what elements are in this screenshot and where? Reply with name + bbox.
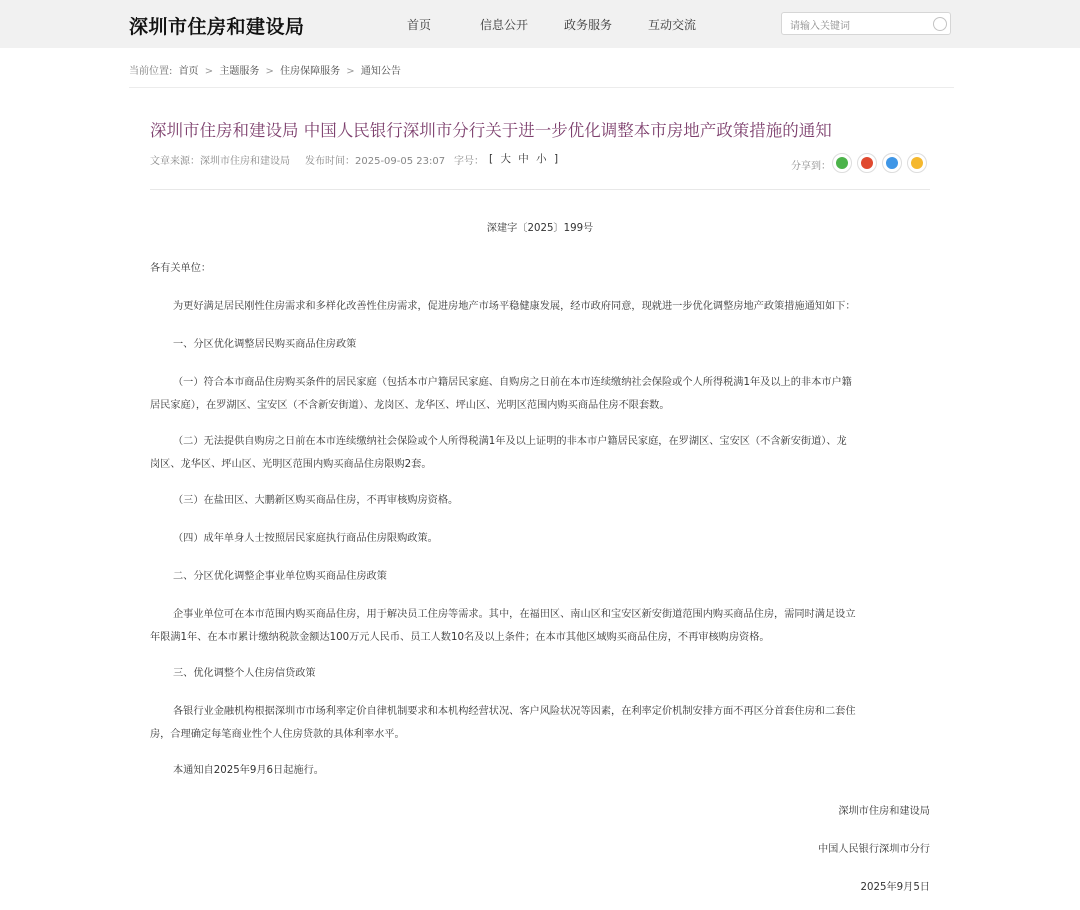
- breadcrumb-separator: >: [204, 66, 214, 77]
- divider: [150, 189, 930, 190]
- section-1-heading: 一、分区优化调整居民购买商品住房政策: [173, 339, 357, 350]
- intro-paragraph: 为更好满足居民刚性住房需求和多样化改善性住房需求，促进房地产市场平稳健康发展，经市政府同意，现就进一步优化调整房地产政策措施通知如下：: [173, 301, 856, 312]
- font-size-small[interactable]: 小: [536, 153, 549, 165]
- breadcrumb-separator: >: [346, 66, 355, 77]
- section-1-paragraph-2-line-1: （二）无法提供自购房之日前在本市连续缴纳社会保险或个人所得税满1年及以上证明的非本市户籍居民家庭，在罗湖区、宝安区（不含新安街道）、龙: [173, 436, 847, 447]
- font-size-label: 字号：: [454, 156, 484, 167]
- nav-home[interactable]: 首页: [407, 18, 432, 32]
- wechat-icon[interactable]: [832, 153, 852, 173]
- section-1-paragraph-2-line-2: 岗区、龙华区、坪山区、光明区范围内购买商品住房限购2套。: [150, 459, 432, 470]
- article-publish-time: 发布时间：2025-09-05 23:07: [305, 156, 446, 167]
- breadcrumb-notices[interactable]: 通知公告: [360, 66, 401, 77]
- nav-government-services[interactable]: 政务服务: [564, 18, 613, 32]
- document-number: 深建字〔2025〕199号: [486, 223, 594, 234]
- section-1-paragraph-4: （四）成年单身人士按照居民家庭执行商品住房限购政策。: [173, 533, 438, 544]
- section-3-line-2: 房，合理确定每笔商业性个人住房贷款的具体利率水平。: [150, 729, 405, 740]
- section-2-heading: 二、分区优化调整企事业单位购买商品住房政策: [173, 571, 387, 582]
- font-size-controls: [489, 151, 560, 166]
- breadcrumb: [129, 62, 404, 77]
- article-title: 深圳市住房和建设局 中国人民银行深圳市分行关于进一步优化调整本市房地产政策措施的通知: [150, 121, 832, 140]
- section-3-heading: 三、优化调整个人住房信贷政策: [173, 668, 316, 679]
- font-size-bracket-open: [: [489, 153, 496, 165]
- breadcrumb-prefix: 当前位置:: [129, 66, 173, 77]
- qzone-icon[interactable]: [907, 153, 927, 173]
- breadcrumb-housing-security[interactable]: 住房保障服务: [280, 66, 341, 77]
- breadcrumb-separator: >: [265, 66, 274, 77]
- search-icon[interactable]: [933, 17, 947, 31]
- breadcrumb-home[interactable]: 首页: [178, 66, 199, 77]
- signer-housing-bureau: 深圳市住房和建设局: [838, 806, 930, 817]
- section-1-paragraph-3: （三）在盐田区、大鹏新区购买商品住房，不再审核购房资格。: [173, 495, 459, 506]
- section-1-paragraph-1-line-2: 居民家庭），在罗湖区、宝安区（不含新安街道）、龙岗区、龙华区、坪山区、光明区范围内购买商品住房不限套数。: [150, 400, 670, 411]
- font-size-bracket-close: ]: [553, 153, 561, 165]
- top-header: [0, 0, 1080, 48]
- font-size-medium[interactable]: 中: [518, 153, 531, 165]
- signer-pboc-shenzhen: 中国人民银行深圳市分行: [817, 844, 930, 855]
- weibo-icon[interactable]: [857, 153, 877, 173]
- divider: [129, 87, 954, 88]
- section-2-line-2: 年限满1年、在本市累计缴纳税款金额达100万元人民币、员工人数10名及以上条件；在本市其他区域购买商品住房，不再审核购房资格。: [150, 632, 770, 643]
- effective-date-statement: 本通知自2025年9月6日起施行。: [173, 765, 324, 776]
- font-size-large[interactable]: 大: [500, 153, 513, 165]
- section-1-paragraph-1-line-1: （一）符合本市商品住房购买条件的居民家庭（包括本市户籍居民家庭、自购房之日前在本市连续缴纳社会保险或个人所得税满1年及以上的非本市户籍: [173, 377, 852, 388]
- qq-icon[interactable]: [882, 153, 902, 173]
- breadcrumb-topic-services[interactable]: 主题服务: [219, 66, 260, 77]
- section-3-line-1: 各银行业金融机构根据深圳市市场利率定价自律机制要求和本机构经营状况、客户风险状况等因素，在利率定价机制安排方面不再区分首套住房和二套住: [173, 706, 856, 717]
- search-input[interactable]: [781, 12, 951, 35]
- share-label: 分享到：: [791, 161, 831, 172]
- nav-interaction[interactable]: 互动交流: [648, 18, 697, 32]
- site-title[interactable]: 深圳市住房和建设局: [129, 16, 305, 38]
- nav-info-disclosure[interactable]: 信息公开: [480, 18, 529, 32]
- signing-date: 2025年9月5日: [860, 882, 930, 893]
- article-source: 文章来源：深圳市住房和建设局: [150, 156, 290, 167]
- section-2-line-1: 企事业单位可在本市范围内购买商品住房，用于解决员工住房等需求。其中，在福田区、南山区和宝安区新安街道范围内购买商品住房，需同时满足设立: [173, 609, 856, 620]
- salutation: 各有关单位：: [150, 263, 212, 274]
- search-placeholder: 请输入关键词: [790, 21, 850, 32]
